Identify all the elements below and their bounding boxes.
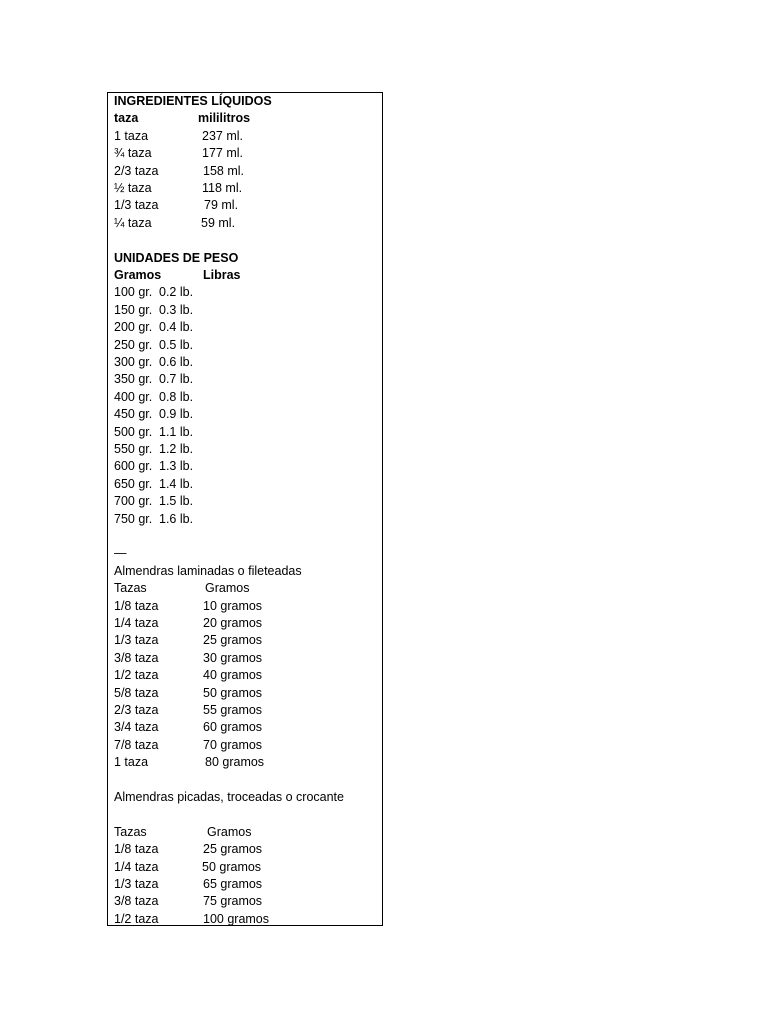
- row-value: 0.9 lb.: [159, 407, 194, 422]
- row-label: 1/3 taza: [114, 198, 159, 213]
- row-value: 50 gramos: [203, 685, 263, 700]
- row-label: 3/8 taza: [114, 650, 159, 665]
- row-label: 600 gr.: [114, 459, 153, 474]
- row-value: 237 ml.: [202, 128, 243, 143]
- row-label: 350 gr.: [114, 372, 153, 387]
- table-row: [114, 145, 243, 162]
- row-label: 100 gr.: [114, 285, 153, 300]
- table-row: [114, 337, 194, 354]
- row-value: 1.2 lb.: [159, 442, 194, 456]
- row-label: 150 gr.: [114, 302, 153, 317]
- row-value: 0.6 lb.: [159, 355, 194, 369]
- header-col2: mililitros: [198, 111, 251, 126]
- row-value: 79 ml.: [204, 198, 239, 213]
- row-value: 55 gramos: [203, 703, 263, 717]
- table-row: [114, 406, 194, 423]
- row-value: 1.5 lb.: [159, 494, 194, 509]
- row-label: 1/8 taza: [114, 842, 159, 857]
- header-col1: taza: [114, 111, 139, 126]
- row-label: 5/8 taza: [114, 685, 159, 700]
- table-row: [114, 319, 194, 336]
- row-label: 1/4 taza: [114, 859, 159, 874]
- header-col2: Gramos: [205, 581, 250, 596]
- table-row: [114, 893, 263, 910]
- section-title-peso: UNIDADES DE PESO: [114, 250, 239, 265]
- conversion-table-box: [107, 92, 383, 926]
- row-label: 2/3 taza: [114, 703, 159, 717]
- table-row: [114, 493, 194, 510]
- table-row: [114, 911, 270, 928]
- row-value: 50 gramos: [202, 859, 262, 874]
- row-value: 20 gramos: [203, 616, 263, 630]
- row-label: 1/2 taza: [114, 668, 159, 683]
- row-label: ¾ taza: [114, 146, 152, 161]
- table-row: [114, 389, 194, 406]
- row-value: 60 gramos: [203, 720, 263, 735]
- row-value: 40 gramos: [203, 668, 263, 683]
- table-row: [114, 667, 263, 684]
- section-title-liquidos: INGREDIENTES LÍQUIDOS: [114, 94, 272, 108]
- row-value: 0.4 lb.: [159, 320, 194, 335]
- row-value: 30 gramos: [203, 650, 263, 665]
- row-value: 59 ml.: [201, 215, 236, 230]
- table-row: [114, 719, 263, 736]
- row-label: ½ taza: [114, 181, 152, 195]
- row-label: 200 gr.: [114, 320, 153, 335]
- row-label: 650 gr.: [114, 476, 153, 491]
- header-row-liquidos: [114, 110, 251, 127]
- header-col1: Tazas: [114, 824, 147, 839]
- row-label: 1 taza: [114, 128, 149, 143]
- row-value: 10 gramos: [203, 598, 263, 613]
- row-label: 300 gr.: [114, 355, 153, 369]
- table-row: [114, 841, 263, 858]
- row-value: 75 gramos: [203, 894, 263, 909]
- row-value: 0.5 lb.: [159, 337, 194, 352]
- row-value: 0.8 lb.: [159, 389, 194, 404]
- table-row: [114, 302, 194, 319]
- row-label: 550 gr.: [114, 442, 153, 456]
- table-row: [114, 163, 244, 180]
- row-value: 1.3 lb.: [159, 459, 194, 474]
- row-value: 118 ml.: [202, 181, 243, 195]
- table-row: [114, 511, 194, 528]
- row-value: 25 gramos: [203, 842, 263, 857]
- row-label: 1 taza: [114, 755, 149, 770]
- row-value: 0.7 lb.: [159, 372, 194, 387]
- row-label: 1/3 taza: [114, 633, 159, 648]
- table-row: [114, 702, 263, 719]
- header-col2: Gramos: [207, 824, 252, 839]
- table-row: [114, 354, 194, 371]
- section-title-laminadas: Almendras laminadas o fileteadas: [114, 563, 302, 578]
- table-row: [114, 180, 243, 197]
- row-value: 1.6 lb.: [159, 511, 194, 526]
- row-label: 3/4 taza: [114, 720, 159, 735]
- table-row: [114, 859, 262, 876]
- row-label: 450 gr.: [114, 407, 153, 422]
- table-row: [114, 197, 239, 214]
- row-value: 0.2 lb.: [159, 285, 194, 300]
- table-row: [114, 371, 194, 388]
- table-row: [114, 650, 263, 667]
- row-label: 1/2 taza: [114, 911, 159, 926]
- table-row: [114, 632, 263, 649]
- table-row: [114, 441, 194, 458]
- row-value: 100 gramos: [203, 911, 270, 926]
- row-label: 3/8 taza: [114, 894, 159, 909]
- row-label: 1/4 taza: [114, 616, 159, 630]
- row-value: 80 gramos: [205, 755, 265, 770]
- row-value: 158 ml.: [203, 163, 244, 178]
- table-row: [114, 215, 236, 232]
- table-row: [114, 476, 194, 493]
- table-row: [114, 458, 194, 475]
- row-label: ¼ taza: [114, 215, 152, 230]
- table-row: [114, 424, 194, 441]
- header-row-peso: [114, 267, 241, 284]
- row-label: 700 gr.: [114, 494, 153, 509]
- row-value: 70 gramos: [203, 737, 263, 752]
- table-row: [114, 754, 265, 771]
- row-label: 1/8 taza: [114, 598, 159, 613]
- table-row: [114, 615, 263, 632]
- row-value: 1.1 lb.: [159, 424, 194, 439]
- row-value: 25 gramos: [203, 633, 263, 648]
- row-label: 1/3 taza: [114, 877, 159, 891]
- header-col1: Tazas: [114, 581, 147, 596]
- row-label: 250 gr.: [114, 337, 153, 352]
- row-label: 2/3 taza: [114, 163, 159, 178]
- table-row: [114, 876, 263, 893]
- table-row: [114, 685, 263, 702]
- header-row-picadas: [114, 824, 252, 841]
- row-value: 65 gramos: [203, 877, 263, 891]
- row-label: 400 gr.: [114, 389, 153, 404]
- row-value: 177 ml.: [202, 146, 243, 161]
- header-col1: Gramos: [114, 268, 162, 282]
- table-row: [114, 128, 243, 145]
- row-value: 1.4 lb.: [159, 476, 194, 491]
- separator-dash: —: [114, 546, 127, 561]
- table-row: [114, 737, 263, 754]
- row-label: 500 gr.: [114, 424, 153, 439]
- row-value: 0.3 lb.: [159, 302, 194, 317]
- row-label: 750 gr.: [114, 511, 153, 526]
- header-col2: Libras: [203, 268, 241, 282]
- row-label: 7/8 taza: [114, 737, 159, 752]
- header-row-laminadas: [114, 580, 250, 597]
- table-row: [114, 284, 194, 301]
- section-title-picadas: Almendras picadas, troceadas o crocante: [114, 790, 344, 804]
- table-row: [114, 598, 263, 615]
